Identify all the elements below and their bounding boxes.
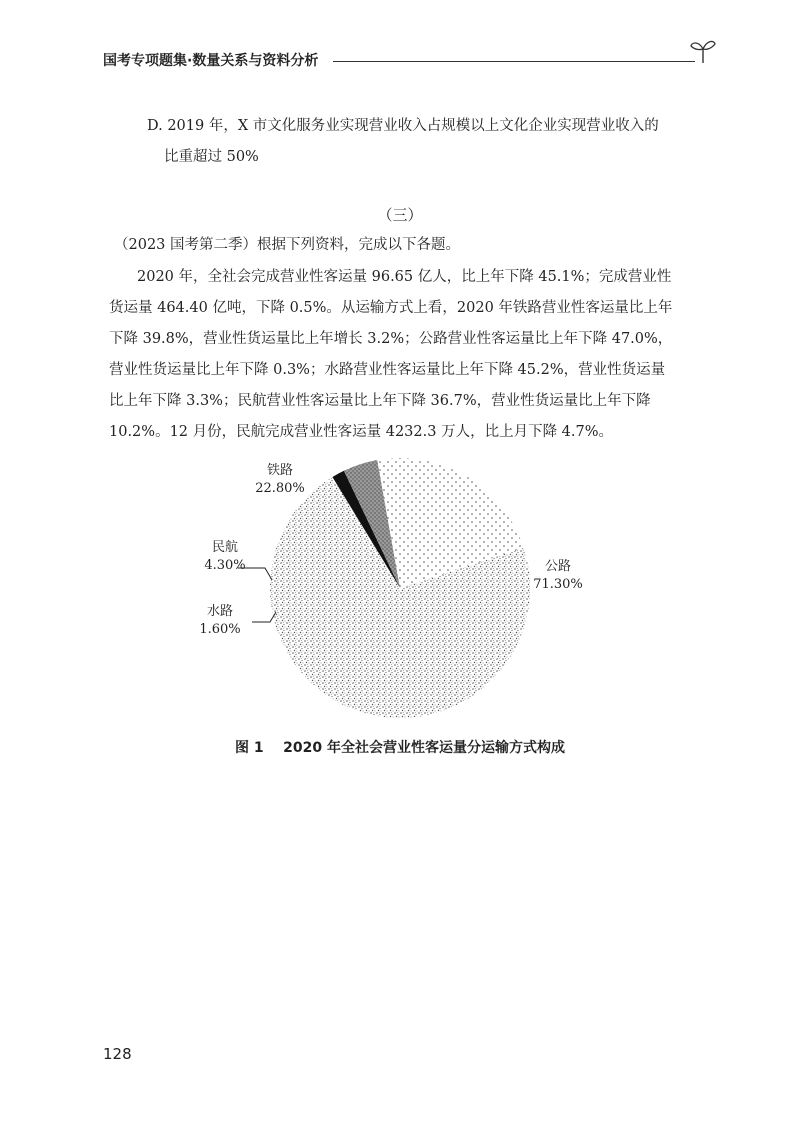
option-d-line1: D. 2019 年，X 市文化服务业实现营业收入占规模以上文化企业实现营业收入的 bbox=[147, 118, 659, 134]
section-intro: （2023 国考第二季）根据下列资料，完成以下各题。 bbox=[114, 237, 461, 253]
running-header bbox=[103, 50, 708, 80]
slice-label-minhang: 民航 bbox=[211, 540, 239, 555]
material-line: 货运量 464.40 亿吨，下降 0.5%。从运输方式上看，2020 年铁路营业性客运量比上年 bbox=[109, 300, 673, 316]
slice-label-shuilu: 水路 bbox=[206, 604, 234, 619]
pie-chart bbox=[190, 448, 630, 728]
sprout-icon bbox=[689, 38, 717, 64]
option-d bbox=[147, 111, 707, 173]
header-title: 国考专项题集·数量关系与资料分析 bbox=[103, 53, 319, 69]
material-line: 下降 39.8%，营业性货运量比上年增长 3.2%；公路营业性客运量比上年下降 47.0%， bbox=[109, 331, 673, 347]
material-line: 比上年下降 3.3%；民航营业性客运量比上年下降 36.7%，营业性货运量比上年下降 bbox=[109, 393, 651, 409]
material-line: 10.2%。12 月份，民航完成营业性客运量 4232.3 万人，比上月下降 4.7%。 bbox=[109, 424, 614, 440]
slice-value-minhang: 4.30% bbox=[204, 558, 246, 573]
slice-label-tielu: 铁路 bbox=[266, 463, 294, 478]
page-number: 128 bbox=[103, 1045, 132, 1063]
material-paragraph bbox=[109, 262, 709, 448]
figure-caption: 图 1 2020 年全社会营业性客运量分运输方式构成 bbox=[235, 740, 565, 756]
slice-label-gonglu: 公路 bbox=[544, 559, 572, 574]
slice-value-tielu: 22.80% bbox=[255, 481, 305, 496]
option-d-line2: 比重超过 50% bbox=[164, 149, 259, 165]
material-line: 营业性货运量比上年下降 0.3%；水路营业性客运量比上年下降 45.2%，营业性货运量 bbox=[109, 362, 666, 378]
leader-line-shuilu bbox=[252, 612, 276, 622]
header-rule bbox=[333, 61, 695, 62]
material-line: 2020 年，全社会完成营业性客运量 96.65 亿人，比上年下降 45.1%；完成营业性 bbox=[137, 269, 672, 285]
slice-value-gonglu: 71.30% bbox=[533, 577, 583, 592]
section-title: （三） bbox=[377, 206, 423, 224]
slice-value-shuilu: 1.60% bbox=[199, 622, 241, 637]
